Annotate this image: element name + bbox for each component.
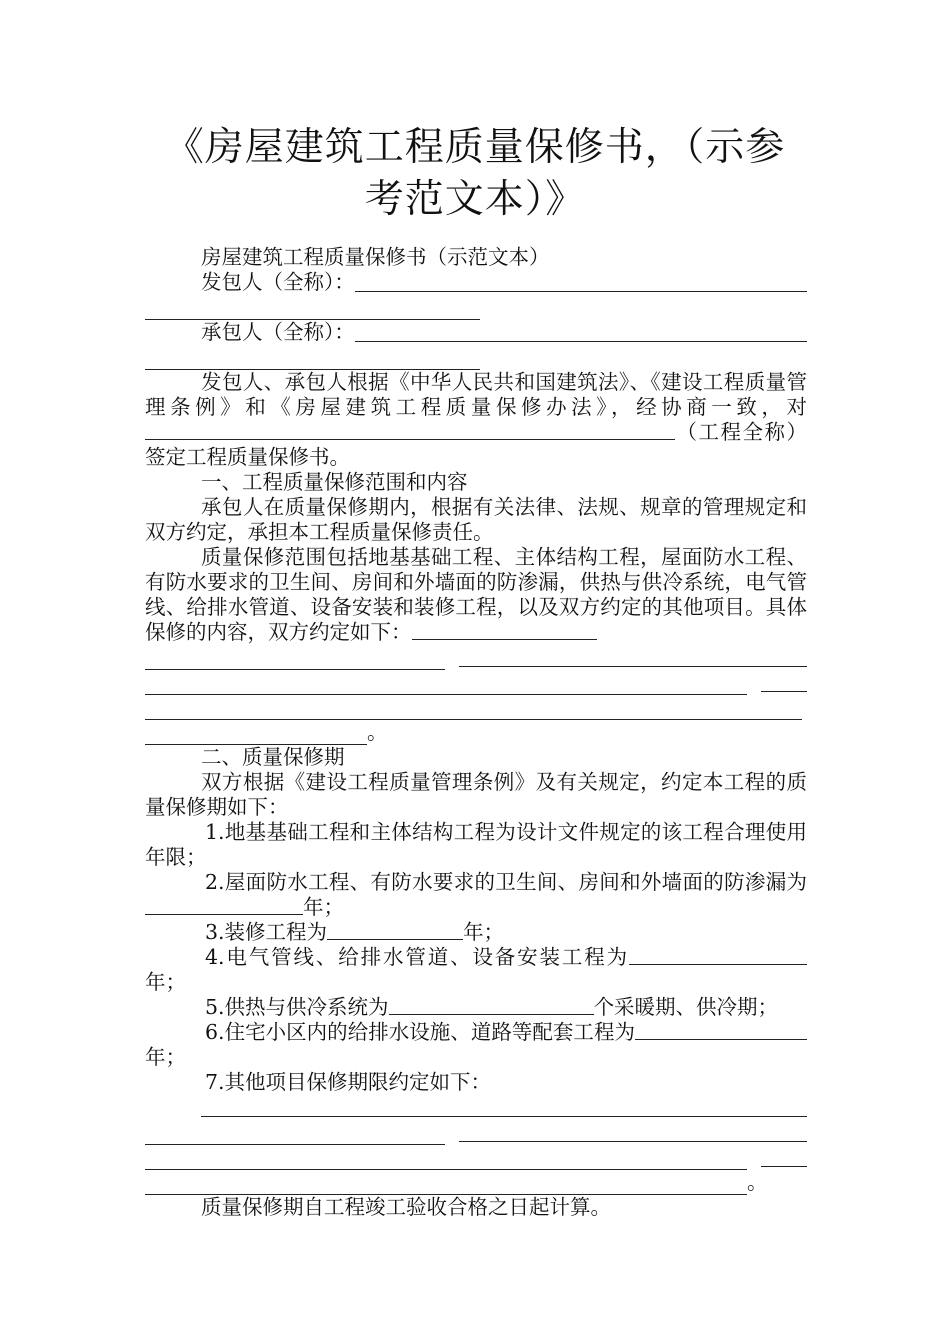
warranty-content-blank-6[interactable] [145,701,802,720]
final-line: 质量保修期自工程竣工验收合格之日起计算。 [201,1195,611,1219]
item-2-years-blank[interactable] [145,896,303,915]
warranty-content-blank-4[interactable] [145,676,747,695]
warranty-content-blank-2[interactable] [145,651,445,670]
warranty-content-blank-7[interactable] [145,726,367,745]
employer-name-blank[interactable] [355,273,807,292]
other-items-blank-6[interactable] [145,1176,747,1195]
item-6-suffix: 年； [145,1045,186,1069]
item-3-suffix: 年； [463,920,505,944]
item-5-periods-blank[interactable] [389,996,594,1015]
document-title: 《房屋建筑工程质量保修书，（示参考范文本）》 [164,125,786,222]
contractor-label: 承包人（全称）： [201,320,355,344]
item-6-years-blank[interactable] [635,1021,767,1040]
period-end: 。 [367,720,388,744]
employer-name-blank-cont[interactable] [145,301,480,320]
employer-label: 发包人（全称）： [201,270,355,294]
intro-paragraph [145,370,807,470]
document-body [145,245,807,1220]
other-items-blank-4[interactable] [145,1151,747,1170]
item-2-suffix: 年； [303,895,344,919]
item-6-years-blank-cont[interactable] [767,1021,807,1040]
section1-paragraph1: 承包人在质量保修期内，根据有关法律、法规、规章的管理规定和双方约定，承担本工程质量保修责任。 [145,495,807,544]
intro-text: 发包人、承包人根据《中华人民共和国建筑法》、《建设工程质量管理条例》和《房屋建筑工程质量保修办法》，经协商一致， [145,370,807,419]
section1-title: 一、工程质量保修范围和内容 [201,470,468,494]
item-4-suffix: 年； [145,970,186,994]
item-4-years-blank[interactable] [629,946,807,965]
item-2-text: 2.屋面防水工程、有防水要求的卫生间、房间和外墙面的防渗漏为 [205,870,807,894]
other-items-blank-5[interactable] [761,1148,807,1167]
item-5-text: 5.供热与供冷系统为 [205,995,389,1019]
warranty-content-blank-5[interactable] [761,673,807,692]
section1-paragraph2 [145,545,807,645]
warranty-content-blank[interactable] [412,621,597,640]
item-5-suffix: 个采暖期、供冷期； [593,995,779,1019]
item-7: 7.其他项目保修期限约定如下： [205,1070,492,1094]
warranty-content-blank-3[interactable] [459,648,807,667]
item-5 [145,995,807,1020]
item-3-years-blank[interactable] [327,921,463,940]
item-2 [145,870,807,920]
other-items-period-end: 。 [747,1170,768,1194]
employer-row [145,270,807,295]
item-3-text: 3.装修工程为 [205,920,328,944]
project-name-blank[interactable] [145,421,675,440]
other-items-blank-3[interactable] [459,1123,807,1142]
contractor-name-blank-cont[interactable] [145,351,480,370]
other-items-blank-2[interactable] [145,1126,445,1145]
section2-paragraph1: 双方根据《建设工程质量管理条例》及有关规定，约定本工程的质量保修期如下： [145,770,807,819]
other-items-blank-1[interactable] [201,1098,807,1117]
section2-title: 二、质量保修期 [201,745,345,769]
item-3 [145,920,807,945]
item-4-text: 4.电气管线、给排水管道、设备安装工程为 [205,945,629,969]
item-6-text: 6.住宅小区内的给排水设施、道路等配套工程为 [205,1020,635,1044]
section1-paragraph2-text: 质量保修范围包括地基基础工程、主体结构工程，屋面防水工程、有防水要求的卫生间、房间和外墙面的防渗漏，供热与供冷系统，电气管线、给排水管道、设备安装和装修工程，以及双方约定的其他项目。具体保修的内容，双方约定如下： [145,545,807,644]
intro-project: （工程全称）签定工程质量保修书。 [145,420,807,469]
subtitle: 房屋建筑工程质量保修书（示范文本） [201,245,550,269]
intro-dui: 对 [786,395,807,419]
item-4 [145,945,807,995]
item-1: 1.地基基础工程和主体结构工程为设计文件规定的该工程合理使用年限； [145,820,807,869]
item-6 [145,1020,807,1070]
contractor-row [145,320,807,345]
contractor-name-blank[interactable] [355,323,807,342]
